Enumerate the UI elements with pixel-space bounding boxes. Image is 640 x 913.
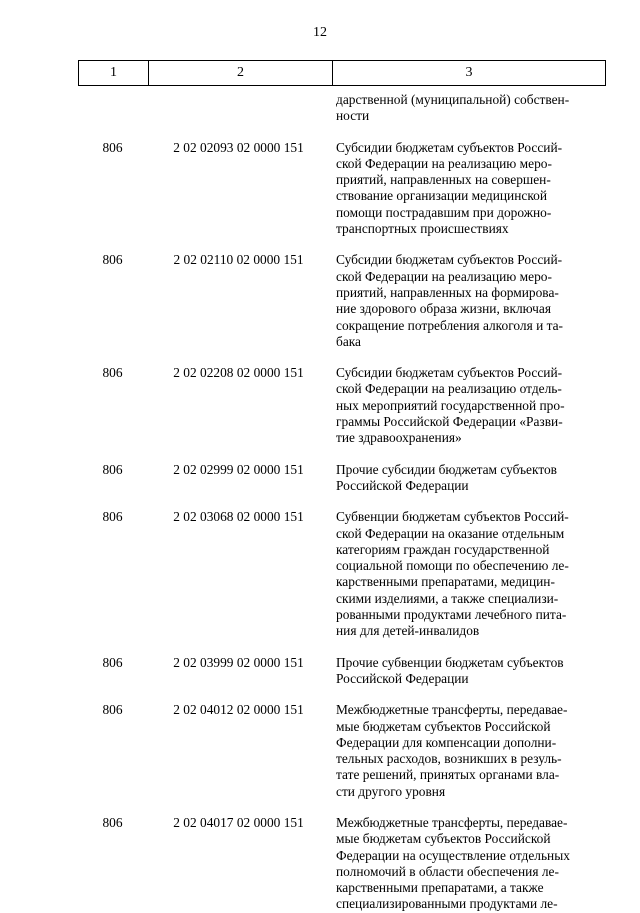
row-description: Межбюджетные трансферты, передавае- мые бюджетам субъектов Российской Федерации на осуществление отдельных полномочий в области обеспечения ле- карственными препаратами, а также специализированными продуктами ле- (336, 814, 570, 912)
budget-code: 2 02 02208 02 0000 151 (173, 365, 304, 381)
admin-code: 806 (102, 139, 123, 155)
admin-code: 806 (102, 702, 123, 718)
table-row (78, 509, 606, 639)
table-header (78, 60, 606, 86)
page-number: 12 (313, 25, 327, 40)
admin-code: 806 (102, 814, 123, 830)
budget-code: 2 02 02999 02 0000 151 (173, 461, 304, 477)
row-description: Прочие субсидии бюджетам субъектов Российской Федерации (336, 461, 558, 493)
row-description: Субсидии бюджетам субъектов Россий- ской Федерации на реализацию меро- приятий, направленных на совершен- ствование организации медицинской помощи пострадавшим при дорожно- транспортных происшествиях (336, 139, 563, 237)
budget-code: 2 02 03999 02 0000 151 (173, 654, 304, 670)
table-row (78, 655, 606, 688)
table-row (78, 140, 606, 238)
header-col-1: 1 (79, 61, 149, 85)
budget-code: 2 02 03068 02 0000 151 (173, 509, 304, 525)
continuation-row (78, 92, 606, 125)
admin-code: 806 (102, 461, 123, 477)
row-description: Межбюджетные трансферты, передавае- мые бюджетам субъектов Российской Федерации для компенсации дополни- тельных расходов, возникших в резуль- тате решений, принятых органами вла- сти другого уровня (336, 702, 568, 799)
row-description: Субсидии бюджетам субъектов Россий- ской Федерации на реализацию меро- приятий, направленных на формирова- ние здорового образа жизни, включая сокращение потребления алкоголя и та- бака (336, 252, 564, 349)
budget-code: 2 02 04012 02 0000 151 (173, 702, 304, 718)
admin-code: 806 (102, 365, 123, 381)
table-row (78, 702, 606, 800)
table-row (78, 252, 606, 350)
table-row (78, 462, 606, 495)
admin-code: 806 (102, 509, 123, 525)
row-description: Субсидии бюджетам субъектов Россий- ской Федерации на реализацию отдель- ных мероприятий государственной про- граммы Российской Федерации «Разви- тие здравоохранения» (336, 365, 565, 446)
table-body (78, 92, 606, 913)
header-col-3: 3 (465, 65, 473, 80)
budget-code: 2 02 04017 02 0000 151 (173, 814, 304, 830)
header-col-2: 2 (149, 61, 333, 85)
budget-code: 2 02 02093 02 0000 151 (173, 139, 304, 155)
continuation-text: дарственной (муниципальной) собствен- ности (336, 92, 570, 124)
row-description: Субвенции бюджетам субъектов Россий- ской Федерации на оказание отдельным категориям граждан государственной социальной помощи по обеспечению ле- карственными препаратами, медицин- скими изделиями, а также специализи- рованными продуктами лечебного пита- ния для детей-инвалидов (336, 509, 569, 639)
budget-code: 2 02 02110 02 0000 151 (173, 252, 304, 268)
row-description: Прочие субвенции бюджетам субъектов Российской Федерации (336, 654, 564, 686)
admin-code: 806 (102, 252, 123, 268)
table-row (78, 365, 606, 446)
admin-code: 806 (102, 654, 123, 670)
table-row (78, 815, 606, 913)
